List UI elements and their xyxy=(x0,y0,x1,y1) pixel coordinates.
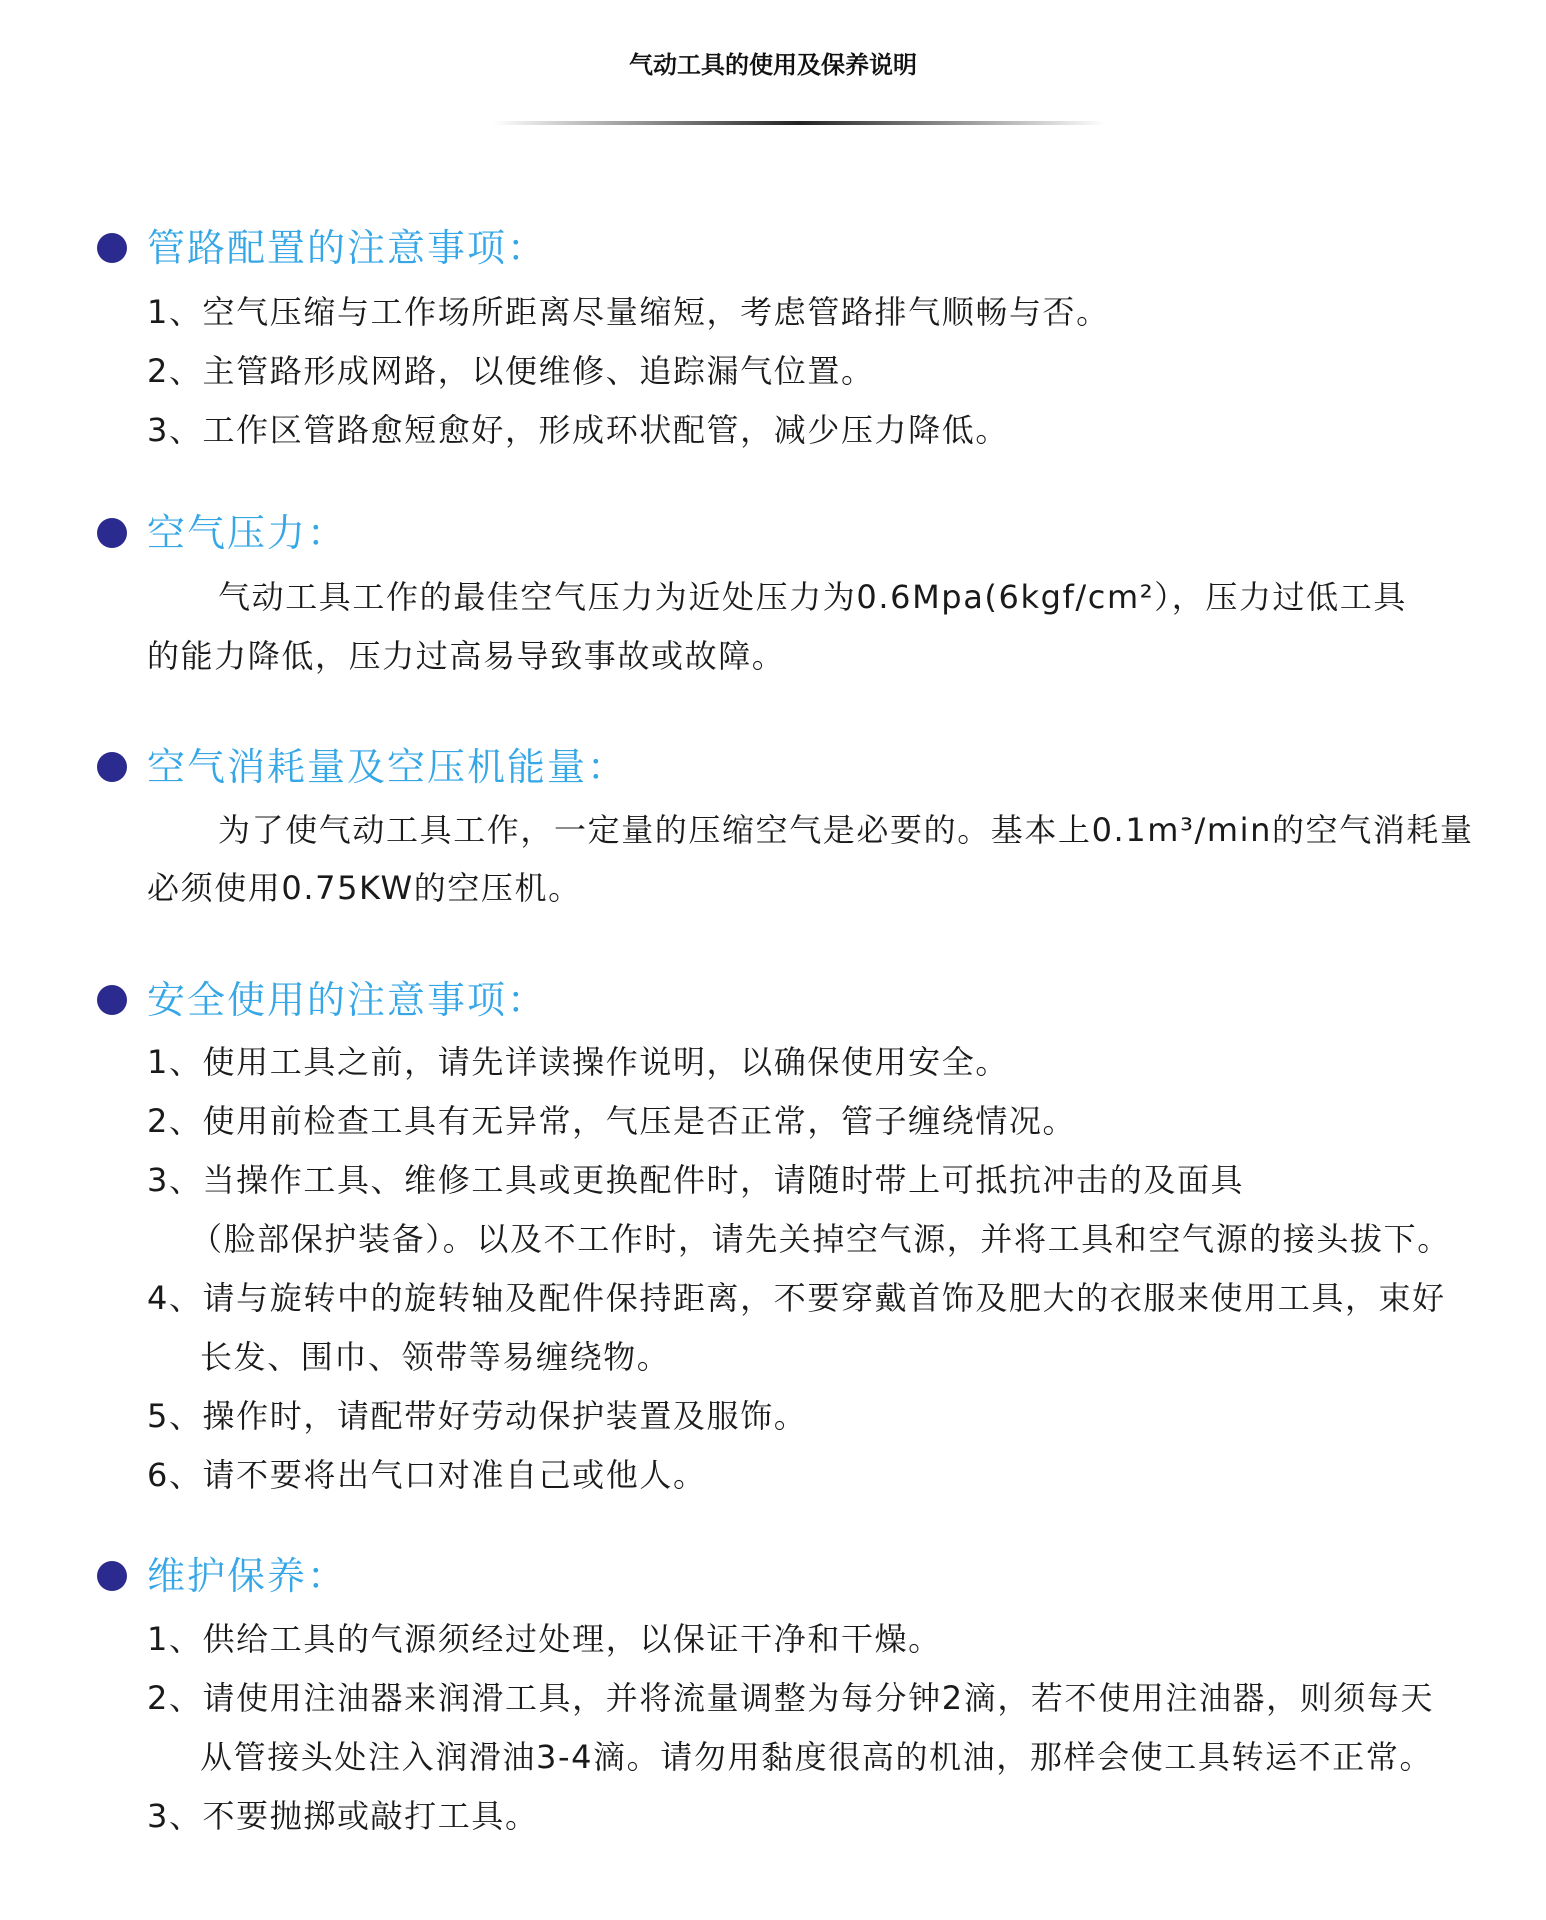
list-item: 1、使用工具之前，请先详读操作说明，以确保使用安全。 xyxy=(147,1043,1009,1081)
bullet-dot-icon xyxy=(97,518,127,548)
list-item-continuation: （脸部保护装备）。以及不工作时，请先关掉空气源，并将工具和空气源的接头拔下。 xyxy=(190,1220,1451,1258)
list-item-continuation: 从管接头处注入润滑油3-4滴。请勿用黏度很高的机油，那样会使工具转运不正常。 xyxy=(200,1738,1434,1776)
list-item: 2、请使用注油器来润滑工具，并将流量调整为每分钟2滴，若不使用注油器，则须每天 xyxy=(147,1679,1435,1717)
list-item: 3、不要抛掷或敲打工具。 xyxy=(147,1797,539,1835)
list-item: 3、工作区管路愈短愈好，形成环状配管，减少压力降低。 xyxy=(147,411,1009,449)
section-heading: 空气压力： xyxy=(147,511,348,555)
bullet-dot-icon xyxy=(97,1561,127,1591)
bullet-dot-icon xyxy=(97,752,127,782)
list-item: 3、当操作工具、维修工具或更换配件时，请随时带上可抵抗冲击的及面具 xyxy=(147,1161,1245,1199)
paragraph-line: 为了使气动工具工作，一定量的压缩空气是必要的。基本上0.1m³/min的空气消耗量 xyxy=(218,811,1474,849)
list-item: 5、操作时，请配带好劳动保护装置及服饰。 xyxy=(147,1397,808,1435)
paragraph-line: 必须使用0.75KW的空压机。 xyxy=(147,869,582,907)
list-item: 4、请与旋转中的旋转轴及配件保持距离，不要穿戴首饰及肥大的衣服来使用工具，束好 xyxy=(147,1279,1446,1317)
list-item: 2、主管路形成网路，以便维修、追踪漏气位置。 xyxy=(147,352,875,390)
section-heading: 安全使用的注意事项： xyxy=(147,978,548,1022)
paragraph-line: 气动工具工作的最佳空气压力为近处压力为0.6Mpa(6kgf/cm²），压力过低工具 xyxy=(218,578,1407,616)
section-heading: 管路配置的注意事项： xyxy=(147,226,548,270)
list-item: 2、使用前检查工具有无异常，气压是否正常，管子缠绕情况。 xyxy=(147,1102,1077,1140)
list-item-continuation: 长发、围巾、领带等易缠绕物。 xyxy=(200,1338,671,1376)
section-heading: 维护保养： xyxy=(147,1554,348,1598)
bullet-dot-icon xyxy=(97,233,127,263)
paragraph-line: 的能力降低，压力过高易导致事故或故障。 xyxy=(147,637,786,675)
title-underline xyxy=(493,121,1105,125)
page-title: 气动工具的使用及保养说明 xyxy=(629,51,917,79)
bullet-dot-icon xyxy=(97,985,127,1015)
list-item: 1、空气压缩与工作场所距离尽量缩短，考虑管路排气顺畅与否。 xyxy=(147,293,1110,331)
section-heading: 空气消耗量及空压机能量： xyxy=(147,745,628,789)
list-item: 6、请不要将出气口对准自己或他人。 xyxy=(147,1456,707,1494)
list-item: 1、供给工具的气源须经过处理，以保证干净和干燥。 xyxy=(147,1620,942,1658)
